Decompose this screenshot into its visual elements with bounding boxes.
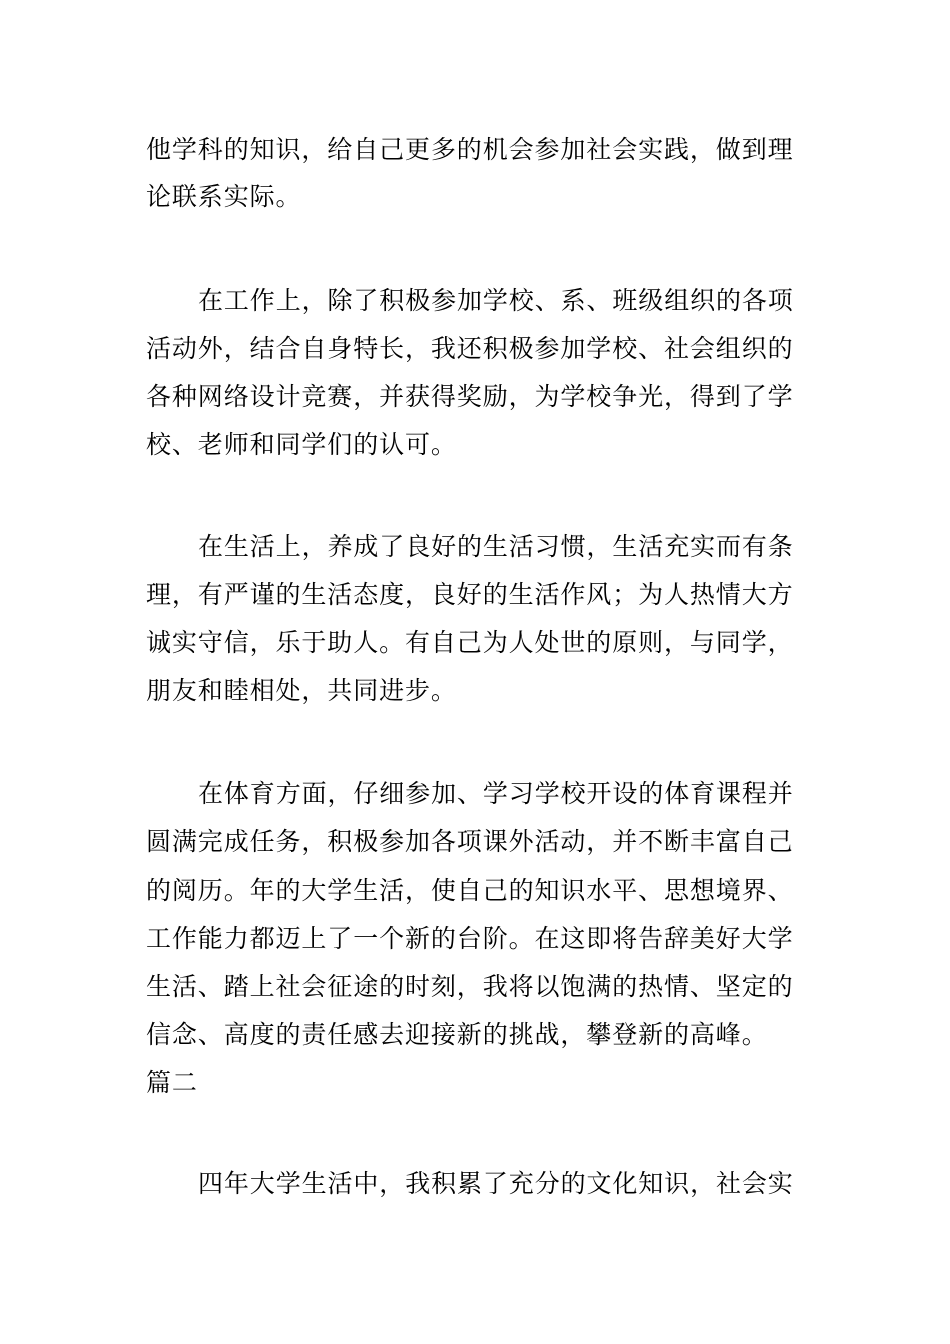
paragraph-first-line: 在体育方面，仔细参加、学习学校开设的体育课程并 [198,779,794,808]
section-heading: 篇二 [146,1068,198,1097]
text-line: 校、老师和同学们的认可。 [146,430,457,459]
text-line: 他学科的知识，给自己更多的机会参加社会实践，做到理 [146,135,794,164]
text-line: 理，有严谨的生活态度，良好的生活作风；为人热情大方 [146,580,794,609]
text-line: 论联系实际。 [146,182,302,211]
text-line: 圆满完成任务，积极参加各项课外活动，并不断丰富自己 [146,827,794,856]
text-line: 的阅历。年的大学生活，使自己的知识水平、思想境界、 [146,876,794,905]
text-line: 各种网络设计竞赛，并获得奖励，为学校争光，得到了学 [146,382,794,411]
paragraph-first-line: 在生活上，养成了良好的生活习惯，生活充实而有条 [198,532,794,561]
text-line: 信念、高度的责任感去迎接新的挑战，攀登新的高峰。 [146,1020,768,1049]
text-line: 工作能力都迈上了一个新的台阶。在这即将告辞美好大学 [146,924,794,953]
text-line: 朋友和睦相处，共同进步。 [146,676,457,705]
text-line: 诚实守信，乐于助人。有自己为人处世的原则，与同学， [146,628,794,657]
paragraph-first-line: 四年大学生活中，我积累了充分的文化知识，社会实 [198,1169,794,1198]
text-line: 生活、踏上社会征途的时刻，我将以饱满的热情、坚定的 [146,972,794,1001]
text-line: 活动外，结合自身特长，我还积极参加学校、社会组织的 [146,334,794,363]
paragraph-first-line: 在工作上，除了积极参加学校、系、班级组织的各项 [198,286,794,315]
